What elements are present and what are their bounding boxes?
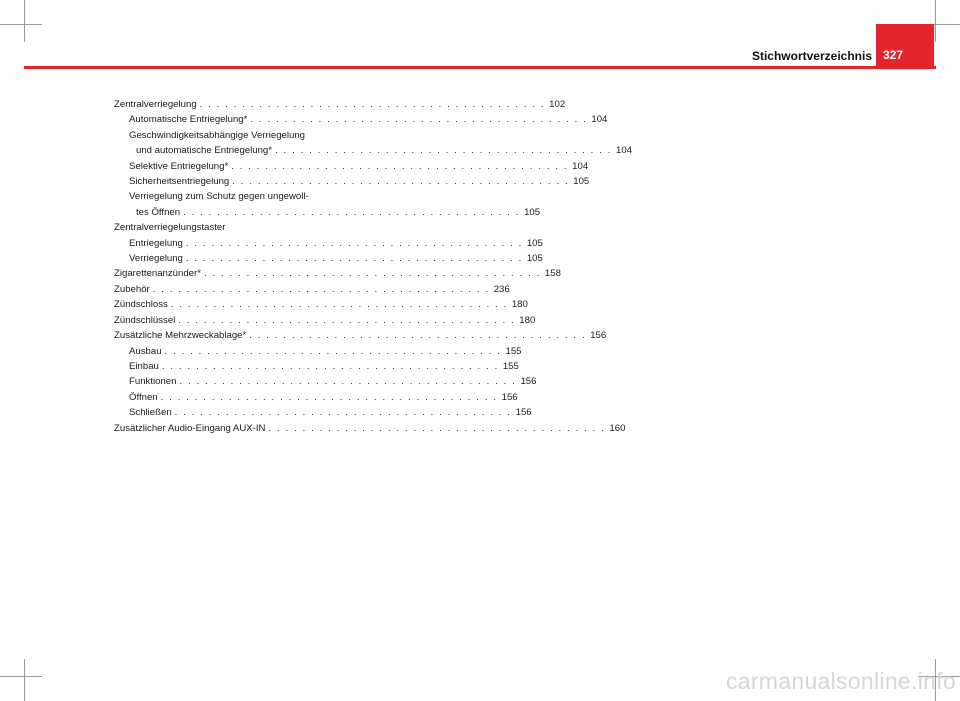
index-entry[interactable]	[114, 328, 607, 343]
page-number-badge	[876, 24, 934, 69]
crop-mark	[935, 0, 936, 42]
page-title: Stichwortverzeichnis	[751, 49, 872, 63]
index-subentry[interactable]	[114, 405, 532, 420]
crop-mark	[24, 659, 25, 701]
entry-page: 105	[526, 253, 543, 265]
entry-page: 105	[524, 206, 541, 218]
index-subentry[interactable]	[114, 205, 541, 220]
entry-page: 104	[572, 160, 589, 172]
dot-leader: . . . . . . . . . . . . . . . . . . . . . . . . . . . . . . . . . . . . . . . .	[183, 206, 521, 218]
index-subentry[interactable]	[114, 112, 608, 127]
header-rule	[24, 66, 936, 69]
entry-page: 160	[609, 422, 626, 434]
entry-page: 158	[544, 268, 561, 280]
index-subentry[interactable]	[114, 390, 518, 405]
crop-mark	[24, 0, 25, 42]
entry-page: 102	[549, 99, 566, 110]
dot-leader: . . . . . . . . . . . . . . . . . . . . . . . . . . . . . . . . . . . . . . . .	[170, 299, 508, 311]
index-subentry[interactable]	[114, 344, 522, 359]
entry-page: 105	[573, 176, 590, 188]
entry-page: 105	[526, 237, 543, 249]
entry-label: Einbau	[129, 360, 159, 372]
dot-leader: . . . . . . . . . . . . . . . . . . . . . . . . . . . . . . . . . . . . . . . .	[268, 422, 606, 434]
entry-page: 156	[590, 330, 607, 342]
index-subentry-line: Geschwindigkeitsabhängige Verriegelung	[129, 129, 306, 141]
dot-leader: . . . . . . . . . . . . . . . . . . . . . . . . . . . . . . . . . . . . . . . .	[174, 407, 512, 419]
dot-leader: . . . . . . . . . . . . . . . . . . . . . . . . . . . . . . . . . . . . . . . .	[203, 268, 541, 280]
crop-mark	[0, 24, 42, 25]
entry-label: Ausbau	[129, 345, 162, 357]
entry-label: Funktionen	[129, 376, 177, 388]
index-column	[114, 97, 632, 436]
entry-page: 155	[505, 345, 522, 357]
dot-leader: . . . . . . . . . . . . . . . . . . . . . . . . . . . . . . . . . . . . . . . .	[185, 237, 523, 249]
dot-leader: . . . . . . . . . . . . . . . . . . . . . . . . . . . . . . . . . . . . . . . .	[164, 345, 502, 357]
dot-leader: . . . . . . . . . . . . . . . . . . . . . . . . . . . . . . . . . . . . . . . .	[275, 145, 612, 157]
entry-label: Zündschlüssel	[114, 314, 176, 326]
index-subentry[interactable]	[114, 159, 589, 174]
index-subentry-line: Verriegelung zum Schutz gegen ungewoll-	[129, 191, 309, 203]
entry-label: tes Öffnen	[136, 206, 181, 218]
index-subentry[interactable]	[114, 143, 632, 158]
dot-leader: . . . . . . . . . . . . . . . . . . . . . . . . . . . . . . . . . . . . . . . . .	[199, 99, 546, 110]
entry-label: Zusätzliche Mehrzweckablage*	[114, 330, 247, 342]
entry-label: Schließen	[129, 407, 172, 419]
index-subentry[interactable]	[114, 174, 590, 189]
dot-leader: . . . . . . . . . . . . . . . . . . . . . . . . . . . . . . . . . . . . . . . .	[178, 314, 516, 326]
entry-label: Zusätzlicher Audio-Eingang AUX-IN	[114, 422, 266, 434]
entry-page: 156	[520, 376, 537, 388]
index-subentry[interactable]	[114, 236, 543, 251]
index-subentry[interactable]	[114, 251, 543, 266]
entry-page: 180	[519, 314, 536, 326]
index-entry[interactable]	[114, 297, 528, 312]
dot-leader: . . . . . . . . . . . . . . . . . . . . . . . . . . . . . . . . . . . . . . . .	[179, 376, 517, 388]
page-number: 327	[883, 48, 904, 62]
dot-leader: . . . . . . . . . . . . . . . . . . . . . . . . . . . . . . . . . . . . . . . .	[160, 391, 498, 403]
entry-page: 104	[615, 145, 632, 157]
entry-page: 236	[493, 283, 510, 295]
index-entry-heading: Zentralverriegelungstaster	[114, 222, 226, 234]
entry-label: Zündschloss	[114, 299, 168, 311]
entry-page: 156	[501, 391, 518, 403]
entry-label: und automatische Entriegelung*	[136, 145, 273, 157]
entry-label: Verriegelung	[129, 253, 183, 265]
entry-label: Sicherheitsentriegelung	[129, 176, 230, 188]
dot-leader: . . . . . . . . . . . . . . . . . . . . . . . . . . . . . . . . . . . . . . . .	[185, 253, 523, 265]
index-entry[interactable]	[114, 282, 510, 297]
index-entry[interactable]	[114, 421, 626, 436]
dot-leader: . . . . . . . . . . . . . . . . . . . . . . . . . . . . . . . . . . . . . . . .	[231, 160, 569, 172]
index-entry[interactable]	[114, 313, 536, 328]
entry-label: Entriegelung	[129, 237, 183, 249]
dot-leader: . . . . . . . . . . . . . . . . . . . . . . . . . . . . . . . . . . . . . . . .	[232, 176, 570, 188]
entry-label: Zigarettenanzünder*	[114, 268, 201, 280]
index-entry[interactable]	[114, 97, 566, 112]
entry-label: Öffnen	[129, 391, 158, 403]
entry-label: Zentralverriegelung	[114, 99, 197, 110]
entry-page: 104	[591, 114, 608, 126]
dot-leader: . . . . . . . . . . . . . . . . . . . . . . . . . . . . . . . . . . . . . . . .	[250, 114, 588, 126]
entry-label: Automatische Entriegelung*	[129, 114, 248, 126]
entry-label: Selektive Entriegelung*	[129, 160, 229, 172]
entry-page: 155	[502, 360, 519, 372]
index-entry[interactable]	[114, 266, 561, 281]
watermark: carmanualsonline.info	[725, 668, 956, 694]
index-subentry[interactable]	[114, 359, 519, 374]
dot-leader: . . . . . . . . . . . . . . . . . . . . . . . . . . . . . . . . . . . . . . . .	[152, 283, 490, 295]
crop-mark	[0, 676, 42, 677]
dot-leader: . . . . . . . . . . . . . . . . . . . . . . . . . . . . . . . . . . . . . . . .	[249, 330, 587, 342]
dot-leader: . . . . . . . . . . . . . . . . . . . . . . . . . . . . . . . . . . . . . . . .	[161, 360, 499, 372]
entry-page: 180	[511, 299, 528, 311]
entry-label: Zubehör	[114, 283, 150, 295]
index-subentry[interactable]	[114, 374, 537, 389]
entry-page: 156	[515, 407, 532, 419]
